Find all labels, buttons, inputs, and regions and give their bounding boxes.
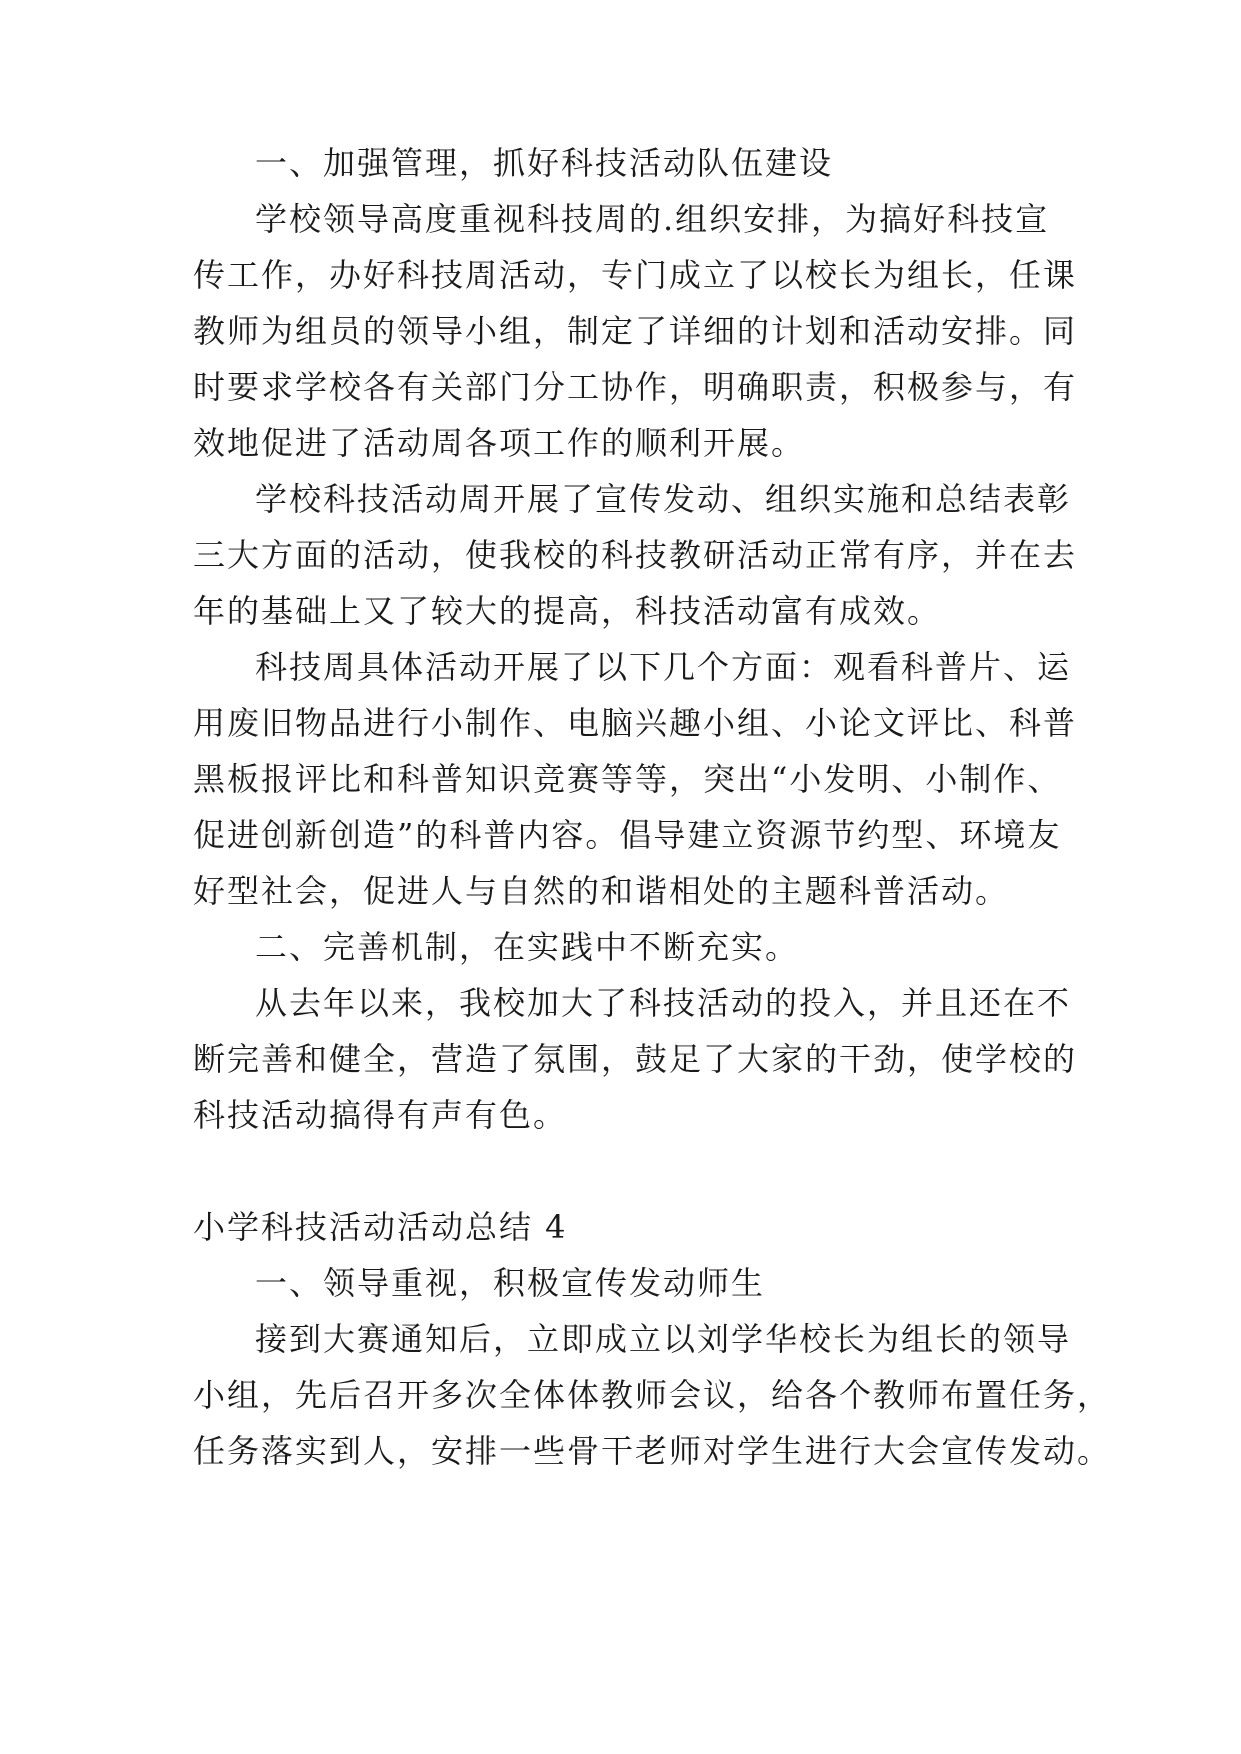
paragraph-line: 教师为组员的领导小组，制定了详细的计划和活动安排。同 [193,312,1078,350]
paragraph-line: 接到大赛通知后，立即成立以刘学华校长为组长的领导 [255,1320,1072,1358]
paragraph-line: 三大方面的活动，使我校的科技教研活动正常有序，并在去 [193,536,1078,574]
paragraph-line: 好型社会，促进人与自然的和谐相处的主题科普活动。 [193,872,1010,910]
article-title: 小学科技活动活动总结 4 [193,1208,568,1246]
paragraph-line: 传工作，办好科技周活动，专门成立了以校长为组长，任课 [193,256,1078,294]
paragraph-line: 时要求学校各有关部门分工协作，明确职责，积极参与，有 [193,368,1078,406]
paragraph-line: 黑板报评比和科普知识竞赛等等，突出“小发明、小制作、 [193,760,1062,798]
paragraph-line: 小组，先后召开多次全体体教师会议，给各个教师布置任务， [193,1376,1112,1414]
paragraph-line: 年的基础上又了较大的提高，科技活动富有成效。 [193,592,942,630]
section-heading-3: 一、领导重视，积极宣传发动师生 [255,1264,766,1302]
section-heading-2: 二、完善机制，在实践中不断充实。 [255,928,800,966]
paragraph-line: 科技活动搞得有声有色。 [193,1096,568,1134]
paragraph-line: 促进创新创造”的科普内容。倡导建立资源节约型、环境友 [193,816,1062,854]
paragraph-line: 效地促进了活动周各项工作的顺利开展。 [193,424,806,462]
paragraph-line: 科技周具体活动开展了以下几个方面：观看科普片、运 [255,648,1072,686]
paragraph-line: 用废旧物品进行小制作、电脑兴趣小组、小论文评比、科普 [193,704,1078,742]
paragraph-line: 学校科技活动周开展了宣传发动、组织实施和总结表彰 [255,480,1072,518]
paragraph-line: 任务落实到人，安排一些骨干老师对学生进行大会宣传发动。 [193,1432,1112,1470]
paragraph-line: 从去年以来，我校加大了科技活动的投入，并且还在不 [255,984,1072,1022]
section-heading-1: 一、加强管理，抓好科技活动队伍建设 [255,144,834,182]
paragraph-line: 学校领导高度重视科技周的.组织安排，为搞好科技宣 [255,200,1050,238]
paragraph-line: 断完善和健全，营造了氛围，鼓足了大家的干劲，使学校的 [193,1040,1078,1078]
